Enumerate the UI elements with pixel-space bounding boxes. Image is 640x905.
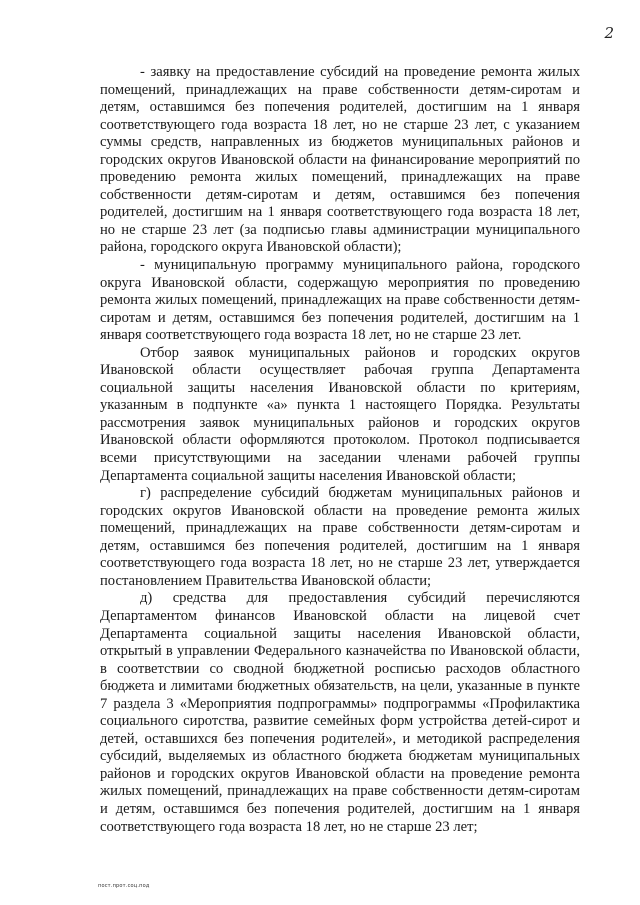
paragraph-municipal-program: - муниципальную программу муниципального района, городского округа Ивановской области, содержащую мероприятия по проведению ремонта жилых помещений, принадлежащих на праве собственности детям-сиротам и детям, оставшимся без попечения родителей, достигшим на 1 января соответствующего года возраста 18 лет, но не старше 23 лет. (100, 257, 580, 344)
document-body (100, 64, 580, 836)
paragraph-item-g: г) распределение субсидий бюджетам муниципальных районов и городских округов Ивановской области на проведение ремонта жилых помещений, принадлежащих на праве собственности детям-сиротам и детям, оставшимся без попечения родителей, достигшим на 1 января соответствующего года возраста 18 лет, но не старше 23 лет, утверждается постановлением Правительства Ивановской области; (100, 485, 580, 589)
paragraph-selection: Отбор заявок муниципальных районов и городских округов Ивановской области осуществляет рабочая группа Департамента социальной защиты населения Ивановской области по критериям, указанным в подпункте «а» пункта 1 настоящего Порядка. Результаты рассмотрения заявок муниципальных районов и городских округов Ивановской области оформляются протоколом. Протокол подписывается всеми присутствующими на заседании членами рабочей группы Департамента социальной защиты населения Ивановской области; (100, 344, 580, 484)
paragraph-application: - заявку на предоставление субсидий на проведение ремонта жилых помещений, принадлежащих на праве собственности детям-сиротам и детям, оставшимся без попечения родителей, достигшим на 1 января соответствующего года возраста 18 лет, но не старше 23 лет, с указанием суммы средств, направленных из бюджетов муниципальных районов и городских округов Ивановской области на финансирование мероприятий по проведению ремонта жилых помещений, принадлежащих на праве собственности детям-сиротам и детям, оставшимся без попечения родителей, достигшим на 1 января соответствующего года возраста 18 лет, но не старше 23 лет (за подписью главы администрации муниципального района, городского округа Ивановской области); (100, 64, 580, 256)
page-number: 2 (604, 24, 614, 42)
footer-file-code: пост.прот.соц.под (98, 883, 150, 889)
paragraph-item-d: д) средства для предоставления субсидий перечисляются Департаментом финансов Ивановской области на лицевой счет Департамента социальной защиты населения Ивановской области, открытый в управлении Федерального казначейства по Ивановской области, в соответствии со сводной бюджетной росписью расходов областного бюджета и лимитами бюджетных обязательств, на цели, указанные в пункте 7 раздела 3 «Мероприятия подпрограммы» подпрограммы «Профилактика социального сиротства, развитие семейных форм устройства детей-сирот и детей, оставшихся без попечения родителей», и методикой распределения субсидий, выделяемых из областного бюджета бюджетам муниципальных районов и городских округов Ивановской области на проведение ремонта жилых помещений, принадлежащих на праве собственности детям-сиротам и детям, оставшимся без попечения родителей, достигшим на 1 января соответствующего года возраста 18 лет, но не старше 23 лет; (100, 590, 580, 835)
